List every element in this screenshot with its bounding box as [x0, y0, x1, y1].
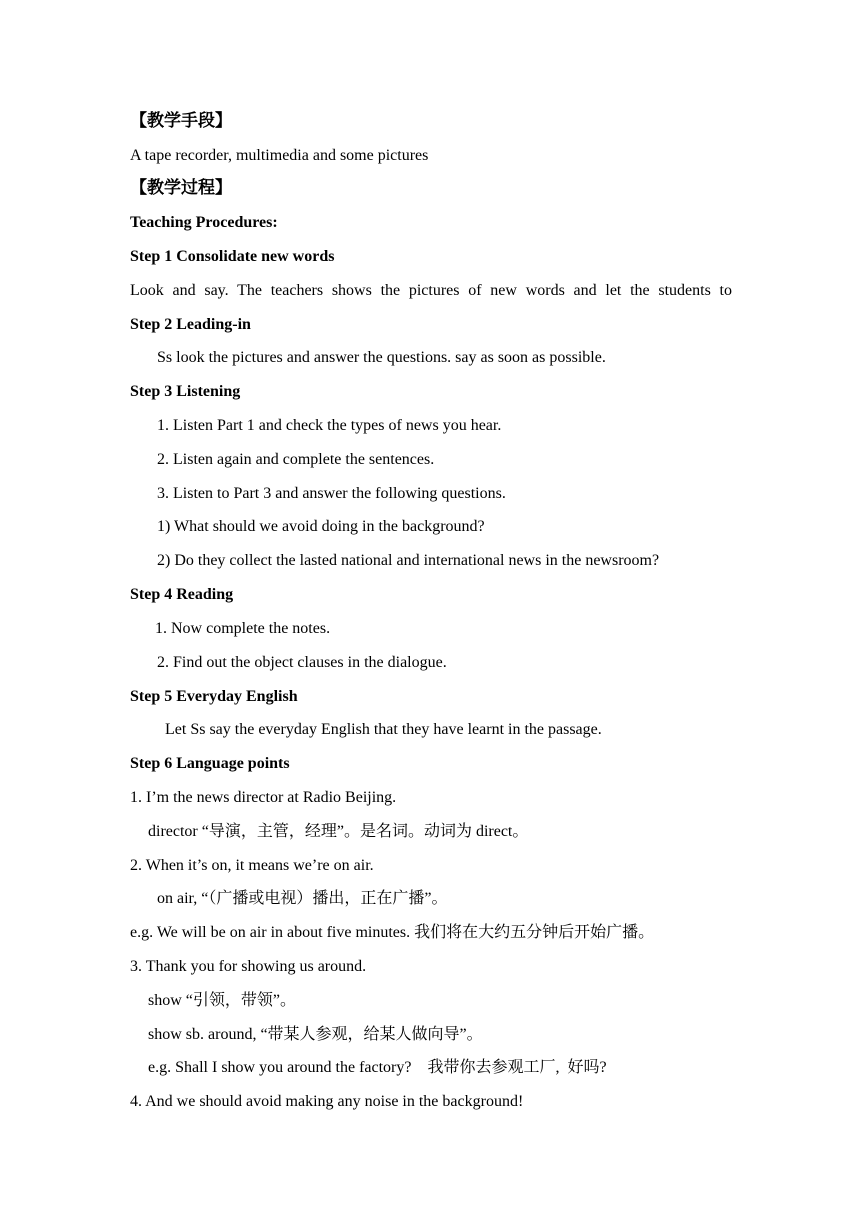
section-heading-teaching-aids: 【教学手段】 — [130, 111, 232, 130]
language-point-1: 1. I’m the news director at Radio Beijing. — [130, 789, 397, 806]
step-1-heading: Step 1 Consolidate new words — [130, 248, 335, 265]
step-5-text: Let Ss say the everyday English that they have learnt in the passage. — [165, 721, 602, 738]
step-5-heading: Step 5 Everyday English — [130, 688, 298, 705]
step-2-text: Ss look the pictures and answer the questions. say as soon as possible. — [157, 349, 606, 366]
step-4-item-2: 2. Find out the object clauses in the dialogue. — [157, 654, 447, 671]
language-point-3-note-2: show sb. around, “带某人参观，给某人做向导”。 — [148, 1026, 483, 1043]
step-3-item-1: 1. Listen Part 1 and check the types of news you hear. — [157, 417, 502, 434]
step-2-heading: Step 2 Leading-in — [130, 316, 251, 333]
step-3-heading: Step 3 Listening — [130, 383, 241, 400]
step-3-item-3: 3. Listen to Part 3 and answer the following questions. — [157, 485, 506, 502]
language-point-4: 4. And we should avoid making any noise in the background! — [130, 1093, 524, 1110]
step-3-question-1: 1) What should we avoid doing in the background? — [157, 518, 485, 535]
step-4-heading: Step 4 Reading — [130, 586, 234, 603]
step-3-question-2: 2) Do they collect the lasted national and international news in the newsroom? — [157, 552, 660, 569]
language-point-2: 2. When it’s on, it means we’re on air. — [130, 857, 374, 874]
language-point-3-note-1: show “引领，带领”。 — [148, 992, 296, 1009]
language-point-3: 3. Thank you for showing us around. — [130, 958, 367, 975]
teaching-aids-text: A tape recorder, multimedia and some pictures — [130, 147, 429, 164]
language-point-2-example: e.g. We will be on air in about five minutes. 我们将在大约五分钟后开始广播。 — [130, 924, 655, 941]
step-1-text: Look and say. The teachers shows the pictures of new words and let the students to — [130, 282, 732, 299]
step-3-item-2: 2. Listen again and complete the sentences. — [157, 451, 435, 468]
language-point-3-example: e.g. Shall I show you around the factory? 我带你去参观工厂, 好吗? — [148, 1059, 607, 1076]
step-6-heading: Step 6 Language points — [130, 755, 290, 772]
language-point-1-note: director “导演，主管，经理”。是名词。动词为 direct。 — [148, 823, 529, 840]
step-4-item-1: 1. Now complete the notes. — [155, 620, 331, 637]
language-point-2-note: on air, “（广播或电视）播出，正在广播”。 — [157, 890, 448, 907]
teaching-procedures-title: Teaching Procedures: — [130, 214, 278, 231]
section-heading-teaching-process: 【教学过程】 — [130, 178, 232, 197]
